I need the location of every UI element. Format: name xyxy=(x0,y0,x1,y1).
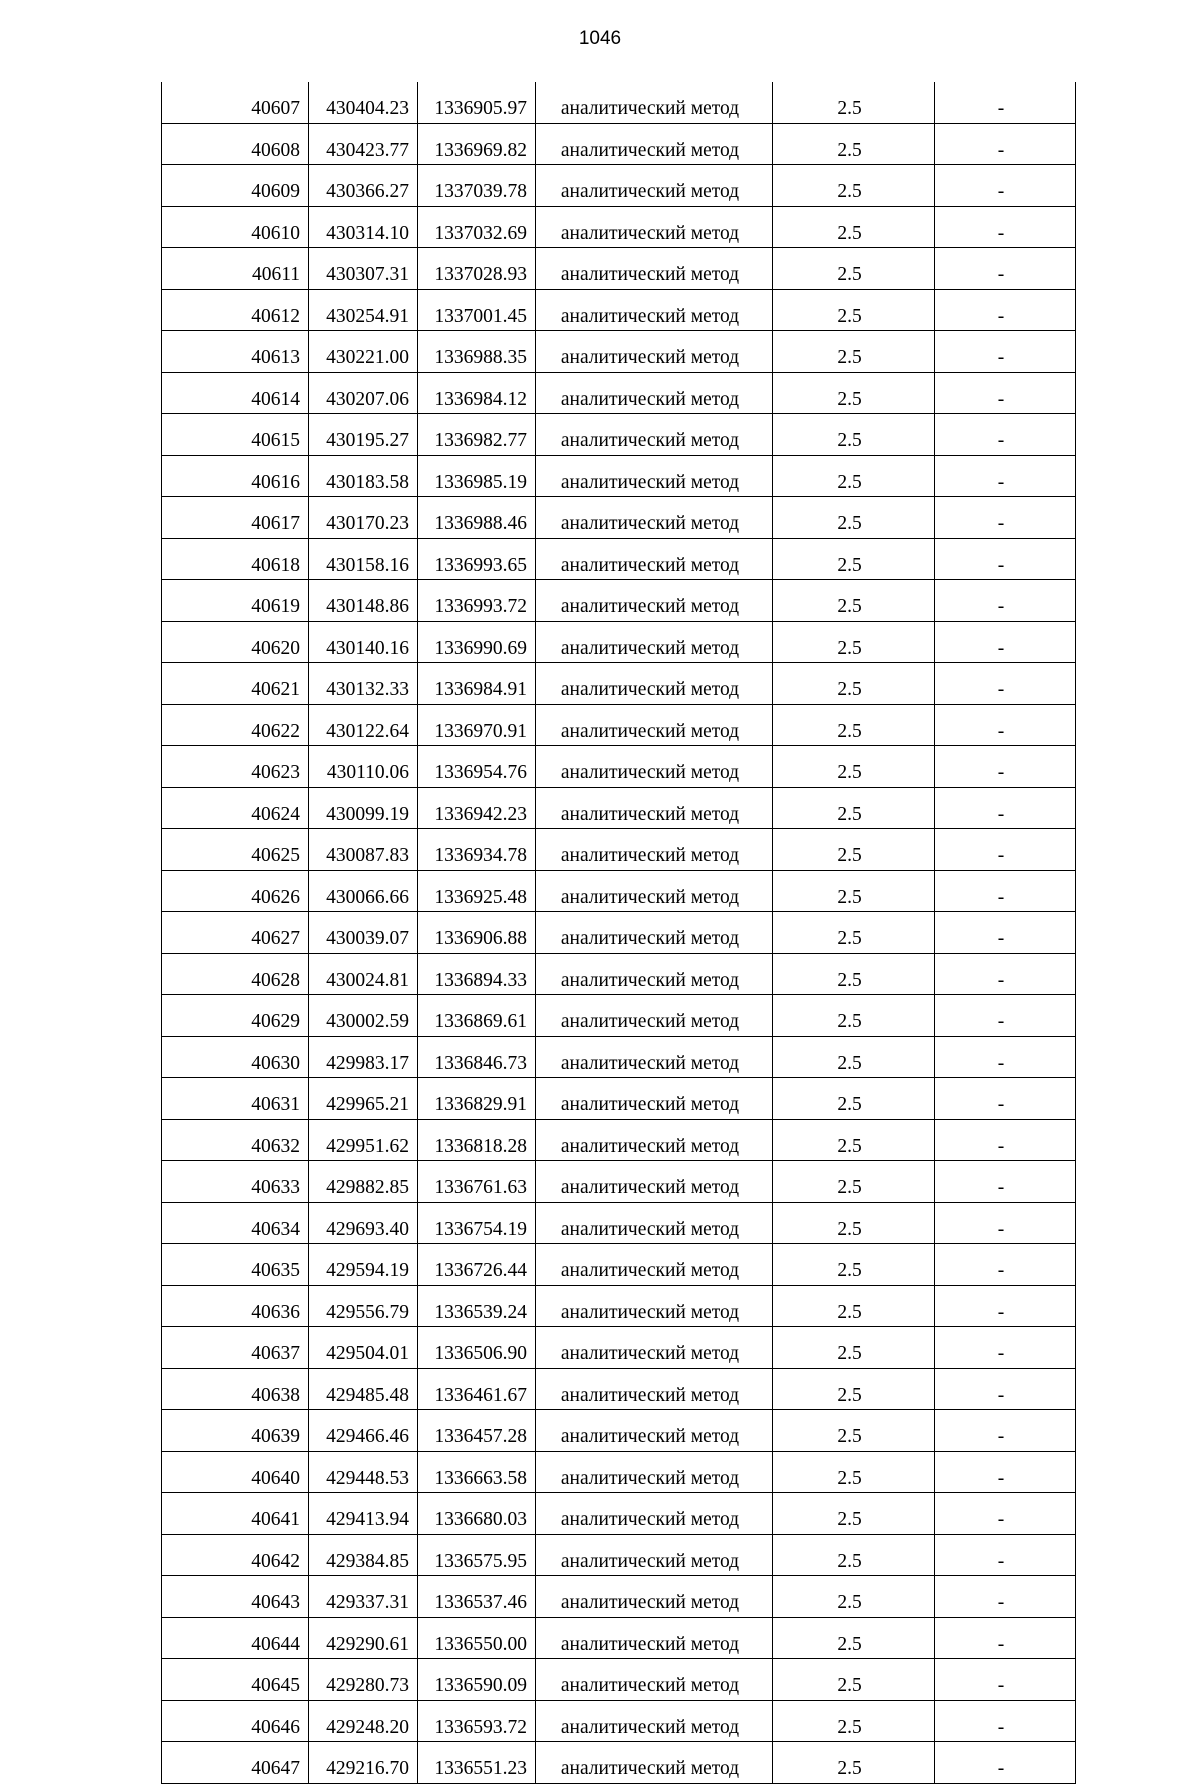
precision-cell: 2.5 xyxy=(773,82,935,123)
table-row xyxy=(162,1493,1076,1535)
table-row xyxy=(162,704,1076,746)
point-number-cell: 40625 xyxy=(162,829,309,871)
precision-cell: 2.5 xyxy=(773,165,935,207)
method-cell: аналитический метод xyxy=(536,704,773,746)
x-coordinate-cell: 430366.27 xyxy=(309,165,418,207)
precision-cell: 2.5 xyxy=(773,663,935,705)
point-number-cell: 40607 xyxy=(162,82,309,123)
precision-cell: 2.5 xyxy=(773,455,935,497)
point-number-cell: 40612 xyxy=(162,289,309,331)
note-cell: - xyxy=(935,1368,1076,1410)
table-row xyxy=(162,372,1076,414)
method-cell: аналитический метод xyxy=(536,912,773,954)
x-coordinate-cell: 430066.66 xyxy=(309,870,418,912)
method-cell: аналитический метод xyxy=(536,538,773,580)
method-cell: аналитический метод xyxy=(536,1161,773,1203)
table-row xyxy=(162,1576,1076,1618)
point-number-cell: 40614 xyxy=(162,372,309,414)
note-cell: - xyxy=(935,455,1076,497)
precision-cell: 2.5 xyxy=(773,1036,935,1078)
method-cell: аналитический метод xyxy=(536,1410,773,1452)
y-coordinate-cell: 1336663.58 xyxy=(418,1451,536,1493)
table-row xyxy=(162,580,1076,622)
y-coordinate-cell: 1336846.73 xyxy=(418,1036,536,1078)
precision-cell: 2.5 xyxy=(773,995,935,1037)
x-coordinate-cell: 430207.06 xyxy=(309,372,418,414)
precision-cell: 2.5 xyxy=(773,953,935,995)
x-coordinate-cell: 430087.83 xyxy=(309,829,418,871)
point-number-cell: 40646 xyxy=(162,1700,309,1742)
precision-cell: 2.5 xyxy=(773,1368,935,1410)
note-cell: - xyxy=(935,497,1076,539)
precision-cell: 2.5 xyxy=(773,1576,935,1618)
y-coordinate-cell: 1336551.23 xyxy=(418,1742,536,1784)
method-cell: аналитический метод xyxy=(536,414,773,456)
x-coordinate-cell: 429983.17 xyxy=(309,1036,418,1078)
point-number-cell: 40645 xyxy=(162,1659,309,1701)
y-coordinate-cell: 1336506.90 xyxy=(418,1327,536,1369)
precision-cell: 2.5 xyxy=(773,746,935,788)
method-cell: аналитический метод xyxy=(536,1036,773,1078)
note-cell: - xyxy=(935,870,1076,912)
y-coordinate-cell: 1337001.45 xyxy=(418,289,536,331)
x-coordinate-cell: 429466.46 xyxy=(309,1410,418,1452)
method-cell: аналитический метод xyxy=(536,1285,773,1327)
precision-cell: 2.5 xyxy=(773,497,935,539)
method-cell: аналитический метод xyxy=(536,1742,773,1784)
table-row xyxy=(162,1285,1076,1327)
x-coordinate-cell: 430099.19 xyxy=(309,787,418,829)
method-cell: аналитический метод xyxy=(536,123,773,165)
y-coordinate-cell: 1336942.23 xyxy=(418,787,536,829)
x-coordinate-cell: 429504.01 xyxy=(309,1327,418,1369)
point-number-cell: 40616 xyxy=(162,455,309,497)
point-number-cell: 40638 xyxy=(162,1368,309,1410)
precision-cell: 2.5 xyxy=(773,1742,935,1784)
x-coordinate-cell: 429965.21 xyxy=(309,1078,418,1120)
point-number-cell: 40643 xyxy=(162,1576,309,1618)
point-number-cell: 40621 xyxy=(162,663,309,705)
note-cell: - xyxy=(935,912,1076,954)
y-coordinate-cell: 1336575.95 xyxy=(418,1534,536,1576)
x-coordinate-cell: 430423.77 xyxy=(309,123,418,165)
x-coordinate-cell: 429248.20 xyxy=(309,1700,418,1742)
point-number-cell: 40633 xyxy=(162,1161,309,1203)
y-coordinate-cell: 1336925.48 xyxy=(418,870,536,912)
x-coordinate-cell: 429882.85 xyxy=(309,1161,418,1203)
note-cell: - xyxy=(935,289,1076,331)
y-coordinate-cell: 1336593.72 xyxy=(418,1700,536,1742)
table-row xyxy=(162,1036,1076,1078)
precision-cell: 2.5 xyxy=(773,1161,935,1203)
x-coordinate-cell: 430404.23 xyxy=(309,82,418,123)
point-number-cell: 40609 xyxy=(162,165,309,207)
y-coordinate-cell: 1337032.69 xyxy=(418,206,536,248)
method-cell: аналитический метод xyxy=(536,1493,773,1535)
x-coordinate-cell: 429280.73 xyxy=(309,1659,418,1701)
x-coordinate-cell: 429693.40 xyxy=(309,1202,418,1244)
x-coordinate-cell: 429413.94 xyxy=(309,1493,418,1535)
point-number-cell: 40623 xyxy=(162,746,309,788)
table-row xyxy=(162,1410,1076,1452)
method-cell: аналитический метод xyxy=(536,746,773,788)
note-cell: - xyxy=(935,829,1076,871)
note-cell: - xyxy=(935,1244,1076,1286)
table-row xyxy=(162,414,1076,456)
note-cell: - xyxy=(935,1036,1076,1078)
point-number-cell: 40639 xyxy=(162,1410,309,1452)
table-row xyxy=(162,912,1076,954)
x-coordinate-cell: 430254.91 xyxy=(309,289,418,331)
coordinates-table xyxy=(161,82,1076,1784)
note-cell: - xyxy=(935,1576,1076,1618)
y-coordinate-cell: 1336990.69 xyxy=(418,621,536,663)
note-cell: - xyxy=(935,82,1076,123)
precision-cell: 2.5 xyxy=(773,912,935,954)
table-row xyxy=(162,1327,1076,1369)
precision-cell: 2.5 xyxy=(773,289,935,331)
x-coordinate-cell: 430158.16 xyxy=(309,538,418,580)
precision-cell: 2.5 xyxy=(773,1617,935,1659)
precision-cell: 2.5 xyxy=(773,1327,935,1369)
point-number-cell: 40610 xyxy=(162,206,309,248)
y-coordinate-cell: 1336754.19 xyxy=(418,1202,536,1244)
table-row xyxy=(162,1119,1076,1161)
x-coordinate-cell: 430024.81 xyxy=(309,953,418,995)
note-cell: - xyxy=(935,621,1076,663)
point-number-cell: 40622 xyxy=(162,704,309,746)
y-coordinate-cell: 1336982.77 xyxy=(418,414,536,456)
point-number-cell: 40630 xyxy=(162,1036,309,1078)
point-number-cell: 40619 xyxy=(162,580,309,622)
precision-cell: 2.5 xyxy=(773,206,935,248)
y-coordinate-cell: 1337039.78 xyxy=(418,165,536,207)
table-row xyxy=(162,1244,1076,1286)
x-coordinate-cell: 430110.06 xyxy=(309,746,418,788)
x-coordinate-cell: 430039.07 xyxy=(309,912,418,954)
y-coordinate-cell: 1337028.93 xyxy=(418,248,536,290)
point-number-cell: 40627 xyxy=(162,912,309,954)
x-coordinate-cell: 429485.48 xyxy=(309,1368,418,1410)
y-coordinate-cell: 1336869.61 xyxy=(418,995,536,1037)
note-cell: - xyxy=(935,331,1076,373)
method-cell: аналитический метод xyxy=(536,1078,773,1120)
y-coordinate-cell: 1336984.91 xyxy=(418,663,536,705)
precision-cell: 2.5 xyxy=(773,1410,935,1452)
y-coordinate-cell: 1336988.46 xyxy=(418,497,536,539)
precision-cell: 2.5 xyxy=(773,1285,935,1327)
precision-cell: 2.5 xyxy=(773,1078,935,1120)
precision-cell: 2.5 xyxy=(773,870,935,912)
note-cell: - xyxy=(935,414,1076,456)
point-number-cell: 40632 xyxy=(162,1119,309,1161)
note-cell: - xyxy=(935,1534,1076,1576)
x-coordinate-cell: 429290.61 xyxy=(309,1617,418,1659)
page-number: 1046 xyxy=(578,28,622,49)
x-coordinate-cell: 430170.23 xyxy=(309,497,418,539)
table-row xyxy=(162,123,1076,165)
table-row xyxy=(162,663,1076,705)
table-row xyxy=(162,331,1076,373)
table-row xyxy=(162,248,1076,290)
precision-cell: 2.5 xyxy=(773,1659,935,1701)
note-cell: - xyxy=(935,1161,1076,1203)
table-row xyxy=(162,538,1076,580)
note-cell: - xyxy=(935,165,1076,207)
precision-cell: 2.5 xyxy=(773,1451,935,1493)
method-cell: аналитический метод xyxy=(536,289,773,331)
precision-cell: 2.5 xyxy=(773,1244,935,1286)
table-row xyxy=(162,621,1076,663)
y-coordinate-cell: 1336680.03 xyxy=(418,1493,536,1535)
method-cell: аналитический метод xyxy=(536,1534,773,1576)
note-cell: - xyxy=(935,1742,1076,1784)
method-cell: аналитический метод xyxy=(536,621,773,663)
note-cell: - xyxy=(935,580,1076,622)
x-coordinate-cell: 430195.27 xyxy=(309,414,418,456)
point-number-cell: 40628 xyxy=(162,953,309,995)
y-coordinate-cell: 1336993.72 xyxy=(418,580,536,622)
precision-cell: 2.5 xyxy=(773,1700,935,1742)
note-cell: - xyxy=(935,538,1076,580)
y-coordinate-cell: 1336590.09 xyxy=(418,1659,536,1701)
table-row xyxy=(162,746,1076,788)
table-row xyxy=(162,1368,1076,1410)
y-coordinate-cell: 1336537.46 xyxy=(418,1576,536,1618)
point-number-cell: 40637 xyxy=(162,1327,309,1369)
point-number-cell: 40615 xyxy=(162,414,309,456)
table-row xyxy=(162,870,1076,912)
note-cell: - xyxy=(935,1617,1076,1659)
precision-cell: 2.5 xyxy=(773,787,935,829)
y-coordinate-cell: 1336993.65 xyxy=(418,538,536,580)
note-cell: - xyxy=(935,663,1076,705)
point-number-cell: 40635 xyxy=(162,1244,309,1286)
coordinates-table-container xyxy=(161,82,1076,1784)
precision-cell: 2.5 xyxy=(773,1493,935,1535)
note-cell: - xyxy=(935,1285,1076,1327)
y-coordinate-cell: 1336969.82 xyxy=(418,123,536,165)
method-cell: аналитический метод xyxy=(536,82,773,123)
note-cell: - xyxy=(935,1119,1076,1161)
x-coordinate-cell: 429216.70 xyxy=(309,1742,418,1784)
y-coordinate-cell: 1336934.78 xyxy=(418,829,536,871)
note-cell: - xyxy=(935,1659,1076,1701)
note-cell: - xyxy=(935,123,1076,165)
y-coordinate-cell: 1336550.00 xyxy=(418,1617,536,1659)
table-row xyxy=(162,1617,1076,1659)
note-cell: - xyxy=(935,1410,1076,1452)
method-cell: аналитический метод xyxy=(536,787,773,829)
table-row xyxy=(162,455,1076,497)
y-coordinate-cell: 1336988.35 xyxy=(418,331,536,373)
point-number-cell: 40636 xyxy=(162,1285,309,1327)
precision-cell: 2.5 xyxy=(773,829,935,871)
y-coordinate-cell: 1336829.91 xyxy=(418,1078,536,1120)
point-number-cell: 40608 xyxy=(162,123,309,165)
method-cell: аналитический метод xyxy=(536,165,773,207)
table-row xyxy=(162,1742,1076,1784)
x-coordinate-cell: 429951.62 xyxy=(309,1119,418,1161)
precision-cell: 2.5 xyxy=(773,1534,935,1576)
point-number-cell: 40641 xyxy=(162,1493,309,1535)
method-cell: аналитический метод xyxy=(536,455,773,497)
y-coordinate-cell: 1336905.97 xyxy=(418,82,536,123)
note-cell: - xyxy=(935,704,1076,746)
method-cell: аналитический метод xyxy=(536,1617,773,1659)
x-coordinate-cell: 429337.31 xyxy=(309,1576,418,1618)
table-row xyxy=(162,1078,1076,1120)
point-number-cell: 40611 xyxy=(162,248,309,290)
table-row xyxy=(162,787,1076,829)
x-coordinate-cell: 429384.85 xyxy=(309,1534,418,1576)
precision-cell: 2.5 xyxy=(773,704,935,746)
coordinates-table-body xyxy=(162,82,1076,1783)
point-number-cell: 40634 xyxy=(162,1202,309,1244)
method-cell: аналитический метод xyxy=(536,1451,773,1493)
x-coordinate-cell: 430221.00 xyxy=(309,331,418,373)
note-cell: - xyxy=(935,372,1076,414)
y-coordinate-cell: 1336894.33 xyxy=(418,953,536,995)
table-row xyxy=(162,1202,1076,1244)
note-cell: - xyxy=(935,995,1076,1037)
y-coordinate-cell: 1336461.67 xyxy=(418,1368,536,1410)
note-cell: - xyxy=(935,248,1076,290)
x-coordinate-cell: 430307.31 xyxy=(309,248,418,290)
method-cell: аналитический метод xyxy=(536,206,773,248)
note-cell: - xyxy=(935,746,1076,788)
method-cell: аналитический метод xyxy=(536,870,773,912)
y-coordinate-cell: 1336539.24 xyxy=(418,1285,536,1327)
point-number-cell: 40642 xyxy=(162,1534,309,1576)
x-coordinate-cell: 429556.79 xyxy=(309,1285,418,1327)
method-cell: аналитический метод xyxy=(536,829,773,871)
x-coordinate-cell: 429594.19 xyxy=(309,1244,418,1286)
x-coordinate-cell: 430183.58 xyxy=(309,455,418,497)
method-cell: аналитический метод xyxy=(536,1659,773,1701)
x-coordinate-cell: 429448.53 xyxy=(309,1451,418,1493)
method-cell: аналитический метод xyxy=(536,995,773,1037)
point-number-cell: 40626 xyxy=(162,870,309,912)
precision-cell: 2.5 xyxy=(773,248,935,290)
note-cell: - xyxy=(935,1202,1076,1244)
note-cell: - xyxy=(935,206,1076,248)
x-coordinate-cell: 430002.59 xyxy=(309,995,418,1037)
y-coordinate-cell: 1336985.19 xyxy=(418,455,536,497)
method-cell: аналитический метод xyxy=(536,1202,773,1244)
method-cell: аналитический метод xyxy=(536,497,773,539)
method-cell: аналитический метод xyxy=(536,1119,773,1161)
table-row xyxy=(162,953,1076,995)
x-coordinate-cell: 430122.64 xyxy=(309,704,418,746)
precision-cell: 2.5 xyxy=(773,372,935,414)
precision-cell: 2.5 xyxy=(773,1202,935,1244)
precision-cell: 2.5 xyxy=(773,331,935,373)
method-cell: аналитический метод xyxy=(536,248,773,290)
method-cell: аналитический метод xyxy=(536,1327,773,1369)
y-coordinate-cell: 1336906.88 xyxy=(418,912,536,954)
method-cell: аналитический метод xyxy=(536,1244,773,1286)
table-row xyxy=(162,995,1076,1037)
method-cell: аналитический метод xyxy=(536,1368,773,1410)
y-coordinate-cell: 1336457.28 xyxy=(418,1410,536,1452)
note-cell: - xyxy=(935,1700,1076,1742)
table-row xyxy=(162,1161,1076,1203)
point-number-cell: 40631 xyxy=(162,1078,309,1120)
x-coordinate-cell: 430148.86 xyxy=(309,580,418,622)
x-coordinate-cell: 430314.10 xyxy=(309,206,418,248)
note-cell: - xyxy=(935,787,1076,829)
method-cell: аналитический метод xyxy=(536,580,773,622)
table-row xyxy=(162,1451,1076,1493)
note-cell: - xyxy=(935,1327,1076,1369)
method-cell: аналитический метод xyxy=(536,331,773,373)
table-row xyxy=(162,829,1076,871)
precision-cell: 2.5 xyxy=(773,1119,935,1161)
table-row xyxy=(162,1534,1076,1576)
table-row xyxy=(162,497,1076,539)
y-coordinate-cell: 1336954.76 xyxy=(418,746,536,788)
method-cell: аналитический метод xyxy=(536,663,773,705)
note-cell: - xyxy=(935,1493,1076,1535)
point-number-cell: 40644 xyxy=(162,1617,309,1659)
table-row xyxy=(162,1659,1076,1701)
precision-cell: 2.5 xyxy=(773,123,935,165)
point-number-cell: 40624 xyxy=(162,787,309,829)
y-coordinate-cell: 1336984.12 xyxy=(418,372,536,414)
point-number-cell: 40640 xyxy=(162,1451,309,1493)
note-cell: - xyxy=(935,1451,1076,1493)
point-number-cell: 40618 xyxy=(162,538,309,580)
precision-cell: 2.5 xyxy=(773,538,935,580)
method-cell: аналитический метод xyxy=(536,953,773,995)
table-row xyxy=(162,1700,1076,1742)
x-coordinate-cell: 430132.33 xyxy=(309,663,418,705)
method-cell: аналитический метод xyxy=(536,1576,773,1618)
point-number-cell: 40613 xyxy=(162,331,309,373)
y-coordinate-cell: 1336818.28 xyxy=(418,1119,536,1161)
point-number-cell: 40620 xyxy=(162,621,309,663)
method-cell: аналитический метод xyxy=(536,372,773,414)
table-row xyxy=(162,165,1076,207)
y-coordinate-cell: 1336726.44 xyxy=(418,1244,536,1286)
table-row xyxy=(162,289,1076,331)
table-row xyxy=(162,206,1076,248)
precision-cell: 2.5 xyxy=(773,621,935,663)
method-cell: аналитический метод xyxy=(536,1700,773,1742)
y-coordinate-cell: 1336761.63 xyxy=(418,1161,536,1203)
precision-cell: 2.5 xyxy=(773,414,935,456)
y-coordinate-cell: 1336970.91 xyxy=(418,704,536,746)
note-cell: - xyxy=(935,953,1076,995)
precision-cell: 2.5 xyxy=(773,580,935,622)
x-coordinate-cell: 430140.16 xyxy=(309,621,418,663)
note-cell: - xyxy=(935,1078,1076,1120)
table-row xyxy=(162,82,1076,123)
point-number-cell: 40629 xyxy=(162,995,309,1037)
point-number-cell: 40617 xyxy=(162,497,309,539)
point-number-cell: 40647 xyxy=(162,1742,309,1784)
